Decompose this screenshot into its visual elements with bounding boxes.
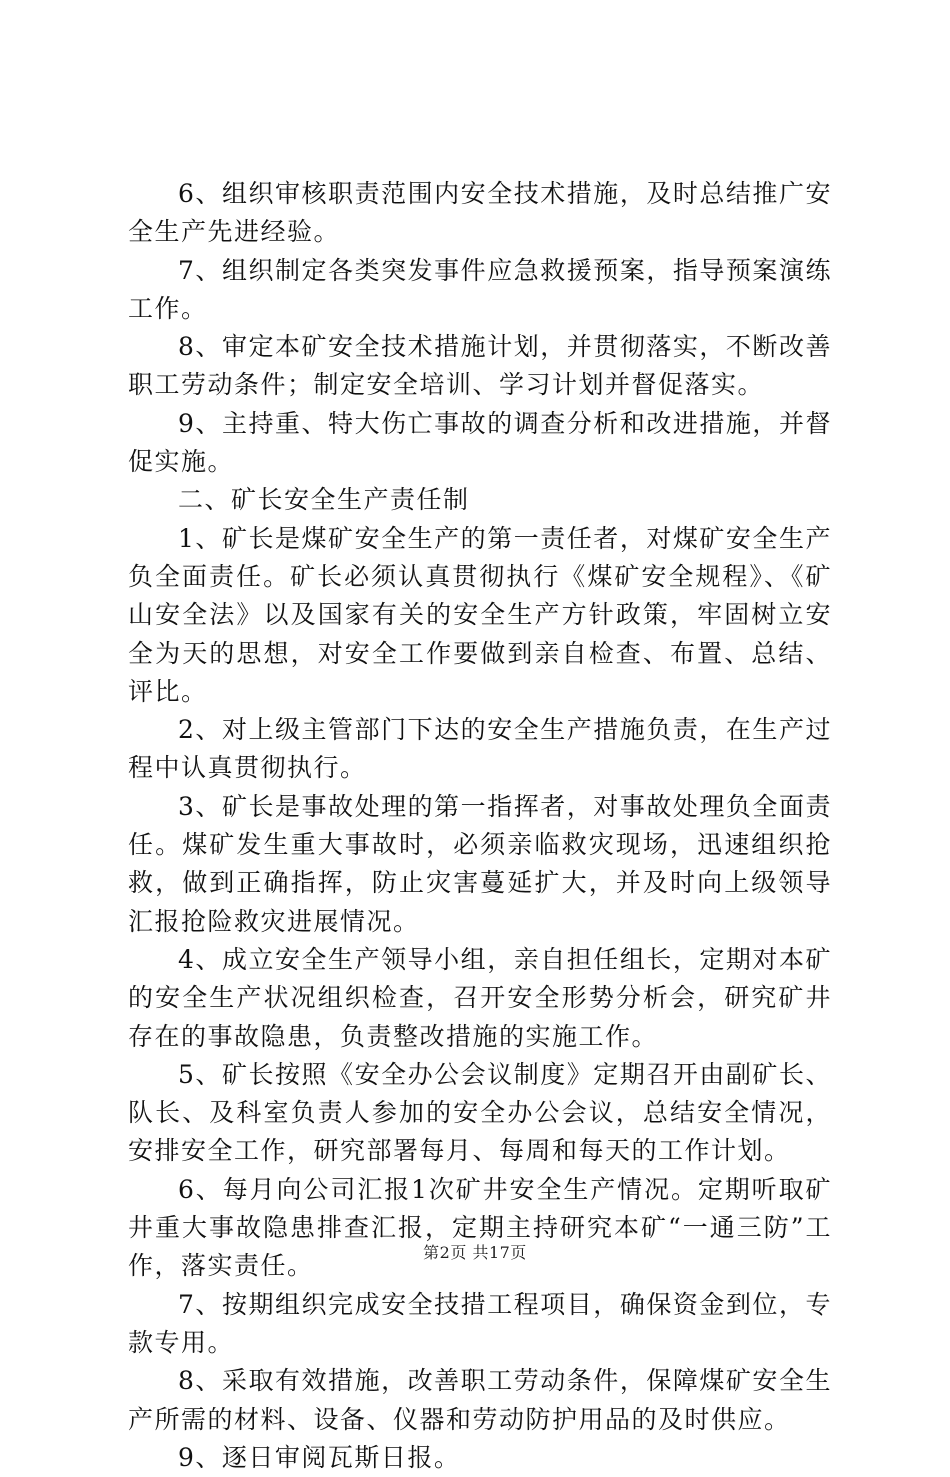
page-number: 第2页 共17页	[423, 1243, 527, 1262]
paragraph-item-7-project-funding: 7、按期组织完成安全技措工程项目，确保资金到位，专款专用。	[128, 1289, 832, 1357]
paragraph-item-8-working-conditions: 8、采取有效措施，改善职工劳动条件，保障煤矿安全生产所需的材料、设备、仪器和劳动防护用品的及时供应。	[128, 1366, 832, 1434]
paragraph-item-2-superior-measures: 2、对上级主管部门下达的安全生产措施负责，在生产过程中认真贯彻执行。	[128, 715, 832, 783]
paragraph-item-6-monthly-report: 6、每月向公司汇报1次矿井安全生产情况。定期听取矿井重大事故隐患排查汇报，定期主持研究本矿“一通三防”工作，落实责任。	[128, 1174, 832, 1281]
paragraph-item-1-first-responsible: 1、矿长是煤矿安全生产的第一责任者，对煤矿安全生产负全面责任。矿长必须认真贯彻执行《煤矿安全规程》、《矿山安全法》以及国家有关的安全生产方针政策，牢固树立安全为天的思想，对安全工作要做到亲自检查、布置、总结、评比。	[128, 523, 832, 706]
paragraph-item-3-accident-commander: 3、矿长是事故处理的第一指挥者，对事故处理负全面责任。煤矿发生重大事故时，必须亲临救灾现场，迅速组织抢救，做到正确指挥，防止灾害蔓延扩大，并及时向上级领导汇报抢险救灾进展情况。	[128, 791, 832, 936]
paragraph-item-8-safety-plan: 8、审定本矿安全技术措施计划，并贯彻落实，不断改善职工劳动条件；制定安全培训、学习计划并督促落实。	[128, 332, 832, 400]
paragraph-item-6-review-measures: 6、组织审核职责范围内安全技术措施，及时总结推广安全生产先进经验。	[128, 179, 832, 247]
paragraph-item-9-accident-investigation: 9、主持重、特大伤亡事故的调查分析和改进措施，并督促实施。	[128, 408, 832, 477]
paragraph-item-7-emergency-plans: 7、组织制定各类突发事件应急救援预案，指导预案演练工作。	[128, 255, 832, 323]
paragraph-item-4-leadership-group: 4、成立安全生产领导小组，亲自担任组长，定期对本矿的安全生产状况组织检查，召开安全形势分析会，研究矿井存在的事故隐患，负责整改措施的实施工作。	[128, 944, 832, 1051]
section-heading: 二、矿长安全生产责任制	[178, 485, 470, 515]
paragraph-item-9-gas-report: 9、逐日审阅瓦斯日报。	[178, 1442, 461, 1472]
paragraph-item-5-safety-meeting: 5、矿长按照《安全办公会议制度》定期召开由副矿长、队长、及科室负责人参加的安全办公会议，总结安全情况，安排安全工作，研究部署每月、每周和每天的工作计划。	[128, 1059, 832, 1166]
document-body	[128, 175, 832, 1477]
